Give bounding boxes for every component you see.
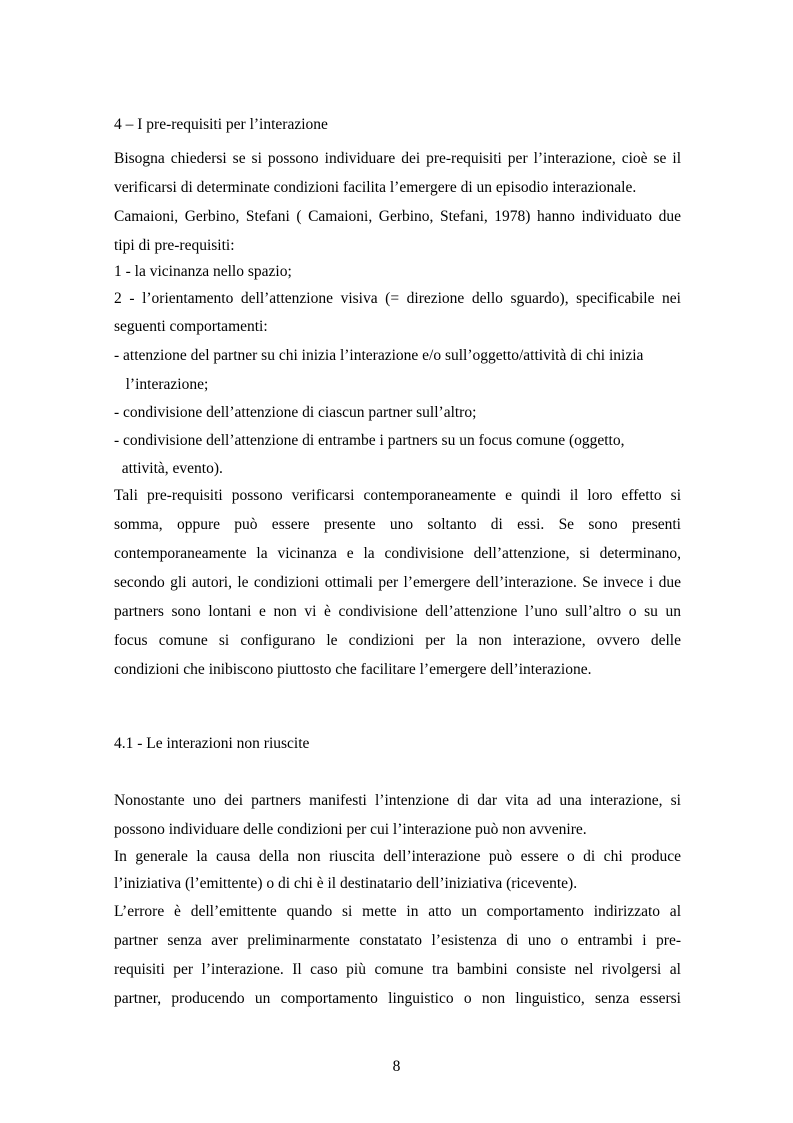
paragraph-line: condizioni che inibiscono piuttosto che facilitare l’emergere dell’interazione. (114, 661, 592, 678)
paragraph-line: Camaioni, Gerbino, Stefani ( Camaioni, Gerbino, Stefani, 1978) hanno individuato due (114, 208, 681, 225)
section-heading: 4.1 - Le interazioni non riuscite (114, 735, 310, 752)
list-item: - condivisione dell’attenzione di ciascun partner sull’altro; (114, 404, 477, 421)
list-item: 2 - l’orientamento dell’attenzione visiva (= direzione dello sguardo), specificabile nei (114, 290, 681, 307)
paragraph-line: partner senza aver preliminarmente constatato l’esistenza di uno o entrambi i pre- (114, 932, 681, 949)
paragraph-line: focus comune si configurano le condizioni per la non interazione, ovvero delle (114, 632, 681, 649)
list-item: 1 - la vicinanza nello spazio; (114, 263, 292, 280)
paragraph-line: partner, producendo un comportamento linguistico o non linguistico, senza essersi (114, 990, 681, 1007)
paragraph-line: tipi di pre-requisiti: (114, 237, 235, 254)
list-item: attività, evento). (114, 460, 223, 477)
paragraph-line: contemporaneamente la vicinanza e la condivisione dell’attenzione, si determinano, (114, 545, 681, 562)
paragraph-line: possono individuare delle condizioni per cui l’interazione può non avvenire. (114, 821, 587, 838)
page-number: 8 (392, 1058, 401, 1075)
list-item: - condivisione dell’attenzione di entrambe i partners su un focus comune (oggetto, (114, 432, 625, 449)
paragraph-line: somma, oppure può essere presente uno soltanto di essi. Se sono presenti (114, 516, 681, 533)
list-item: l’interazione; (114, 376, 209, 393)
paragraph-line: verificarsi di determinate condizioni facilita l’emergere di un episodio interazionale. (114, 179, 637, 196)
paragraph-line: requisiti per l’interazione. Il caso più comune tra bambini consiste nel rivolgersi al (114, 961, 681, 978)
paragraph-line: In generale la causa della non riuscita dell’interazione può essere o di chi produce (114, 848, 681, 865)
paragraph-line: seguenti comportamenti: (114, 318, 268, 335)
paragraph-line: L’errore è dell’emittente quando si mette in atto un comportamento indirizzato al (114, 903, 681, 920)
paragraph-line: partners sono lontani e non vi è condivisione dell’attenzione l’uno sull’altro o su un (114, 603, 681, 620)
paragraph-line: Tali pre-requisiti possono verificarsi contemporaneamente e quindi il loro effetto si (114, 487, 681, 504)
paragraph-line: Nonostante uno dei partners manifesti l’intenzione di dar vita ad una interazione, si (114, 792, 681, 809)
list-item: - attenzione del partner su chi inizia l’interazione e/o sull’oggetto/attività di chi inizia (114, 347, 644, 364)
paragraph-line: l’iniziativa (l’emittente) o di chi è il destinatario dell’iniziativa (ricevente). (114, 875, 578, 892)
paragraph-line: secondo gli autori, le condizioni ottimali per l’emergere dell’interazione. Se invece i due (114, 574, 681, 591)
paragraph-line: Bisogna chiedersi se si possono individuare dei pre-requisiti per l’interazione, cioè se il (114, 150, 681, 167)
section-heading: 4 – I pre-requisiti per l’interazione (114, 116, 328, 133)
